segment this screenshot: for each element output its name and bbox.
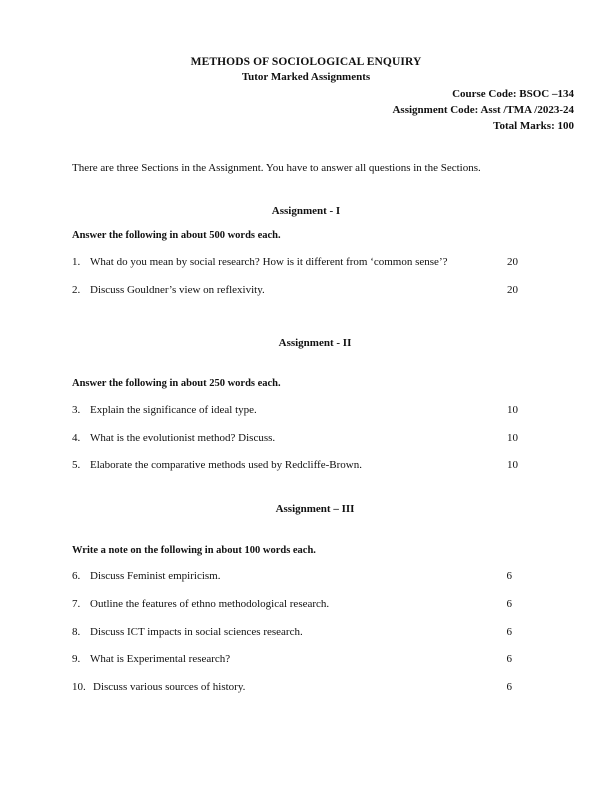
question-row <box>72 284 265 296</box>
question-text: Discuss various sources of history. <box>93 681 246 693</box>
question-row <box>72 432 275 444</box>
section-instruction: Write a note on the following in about 100 words each. <box>72 545 316 556</box>
question-marks: 6 <box>506 681 512 693</box>
question-marks: 10 <box>507 404 518 416</box>
question-text: Outline the features of ethno methodological research. <box>90 598 330 610</box>
question-row <box>72 598 329 610</box>
question-row <box>72 653 230 665</box>
intro-text: There are three Sections in the Assignment. You have to answer all questions in the Sections. <box>72 162 481 174</box>
question-text: What is Experimental research? <box>90 653 231 665</box>
course-code: Course Code: BSOC –134 <box>452 88 574 100</box>
question-marks: 10 <box>507 432 518 444</box>
question-text: Explain the significance of ideal type. <box>90 404 257 416</box>
question-marks: 20 <box>507 256 518 268</box>
section-instruction: Answer the following in about 250 words each. <box>72 378 281 389</box>
question-marks: 6 <box>506 570 512 582</box>
question-row <box>72 256 447 268</box>
question-text: What do you mean by social research? How is it different from ‘common sense’? <box>90 256 448 268</box>
document-title: METHODS OF SOCIOLOGICAL ENQUIRY <box>190 56 422 68</box>
section-heading: Assignment – III <box>275 503 355 515</box>
question-number: 6. <box>72 570 81 582</box>
question-row <box>72 459 362 471</box>
question-row <box>72 626 303 638</box>
question-number: 3. <box>72 404 81 416</box>
total-marks: Total Marks: 100 <box>493 120 574 132</box>
question-text: Elaborate the comparative methods used by Redcliffe-Brown. <box>90 459 362 471</box>
question-number: 5. <box>72 459 81 471</box>
question-text: Discuss ICT impacts in social sciences research. <box>90 626 303 638</box>
section-heading: Assignment - I <box>271 205 341 217</box>
question-number: 10. <box>72 681 86 693</box>
question-text: What is the evolutionist method? Discuss. <box>90 432 276 444</box>
question-number: 7. <box>72 598 81 610</box>
assignment-code: Assignment Code: Asst /TMA /2023-24 <box>392 104 574 116</box>
question-number: 8. <box>72 626 81 638</box>
section-instruction: Answer the following in about 500 words each. <box>72 230 281 241</box>
question-number: 1. <box>72 256 81 268</box>
question-number: 2. <box>72 284 81 296</box>
question-row <box>72 570 220 582</box>
question-marks: 6 <box>506 598 512 610</box>
document-subtitle: Tutor Marked Assignments <box>241 71 371 83</box>
question-row <box>72 404 257 416</box>
question-marks: 6 <box>506 653 512 665</box>
question-number: 4. <box>72 432 81 444</box>
question-row <box>72 681 245 693</box>
section-heading: Assignment - II <box>278 337 352 349</box>
question-marks: 20 <box>507 284 518 296</box>
question-marks: 10 <box>507 459 518 471</box>
question-marks: 6 <box>506 626 512 638</box>
question-text: Discuss Gouldner’s view on reflexivity. <box>90 284 265 296</box>
question-number: 9. <box>72 653 81 665</box>
question-text: Discuss Feminist empiricism. <box>90 570 221 582</box>
